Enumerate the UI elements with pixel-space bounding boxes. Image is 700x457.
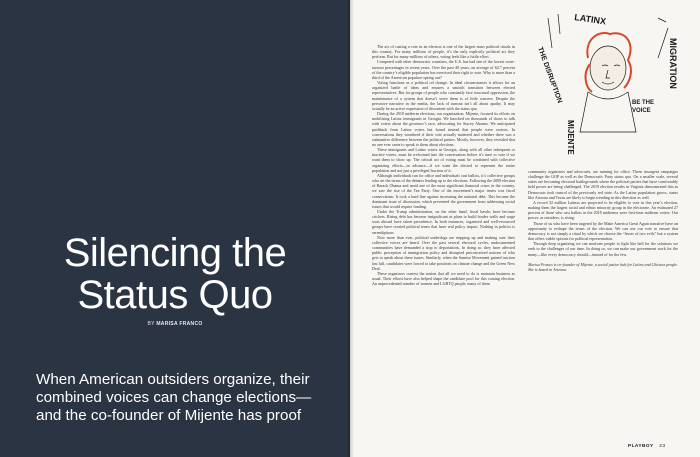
paragraph: Those of us who have been targeted by the Make America Great Again narrative have an opportunity to reshape the terms of the election. We can use our vote to ensure that democracy is not simply a ritual by which we choose the “lesser of two evils” but a system that offers viable options for political representation. <box>528 220 678 242</box>
article-dek: When American outsiders organize, their combined voices can change elections—and the co-founder of Mijente has proof <box>36 371 312 424</box>
paragraph: Now more than ever, political underdogs are stepping up and making sure their collective voices are heard. Over the past several electoral cycles, undocumented communities have demanded a stop to deportations. In doing so, they have affected public perception of immigration policy and disrupted preconceived notions of who gets to speak about these issues. Similarly, when the Sunrise Movement gained traction last fall, candidates were forced to take positions on climate change and the Green New Deal. <box>372 234 515 271</box>
paragraph: Through deep organizing we can motivate people to fight like hell for the solutions we seek to the challenges of our time. In doing so, we can make our government work for the many—like every democracy should—instead of for the few. <box>528 241 678 257</box>
author-bio: Marisa Franco is co-founder of Mijente, a social justice hub for Latinx and Chicanx people. She is based in Arizona. <box>528 261 678 272</box>
magazine-name: PLAYBOY <box>628 444 654 449</box>
paragraph: Compared with other democratic countries, the U.S. has had one of the lowest voter-turnout percentages in recent years. Over the past 40 years, an average of 62.7 percent of the country’s eligible population has exercised their right to vote. Why is more than a third of the American populace opting out? <box>372 59 515 80</box>
paragraph: Under the Trump administration, on the other hand, fiscal hawks have become crickets. Rising debt has become insignificant as plans to build border walls and wage wars abroad have taken precedence. In both instances, organized and well-resourced groups have created political terms that have real policy impact. Nothing in politics is serendipitous. <box>372 209 515 235</box>
body-column-1 <box>372 44 515 286</box>
illustration-word: MIJENTE <box>566 120 575 155</box>
paragraph: A record 32 million Latinxs are projected to be eligible to vote in this year’s election, making them the largest racial and ethnic minority group in the electorate. An estimated 27 percent of those who cast ballots in the 2018 midterms were first-time midterm voters. Our power, as outsiders, is rising. <box>528 199 678 221</box>
author-name: MARISA FRANCO <box>156 321 203 327</box>
illustration-word: LATINX <box>573 12 607 27</box>
paragraph: These immigrants and Latinx voters in Georgia, along with all other infrequent or inactive voters, must be welcomed into the conversation before it’s time to vote if we want them to show up. The critical act of voting must be combined with collective organizing efforts—in advance—if we want the elected to represent the entire population and not just a privileged fraction of it. <box>372 147 515 173</box>
page-gutter <box>348 0 354 457</box>
illustration-word: VOICE <box>632 108 651 114</box>
byline-prefix: BY <box>147 321 155 327</box>
illustration-word: THE DISRUPTION <box>536 46 563 105</box>
paragraph: Although individuals run for office and individuals cast ballots, it’s collective groups who set the terms of the debates leading up to the elections. Following the 2008 election of Barack Obama and amid one of the most significant financial crises in the country, we saw the rise of the Tea Party. One of the movement’s major tenets was fiscal conservatism. It took a hard line against increasing the national debt. This became the dominant issue of discussion, which prevented the government from addressing social issues that would require funding. <box>372 172 515 209</box>
page-number: 23 <box>659 444 666 449</box>
paragraph: During the 2018 midterm elections, our organization, Mijente, focused its efforts on mobilizing Latinx immigrants in Georgia. We knocked on thousands of doors to talk with voters about the governor’s race, advocating for Stacey Abrams. We anticipated pushback from Latinx voters but found instead that people were curious. In conversations they wondered if their vote actually mattered and whether there was a substantive difference between the political parties. Mostly, however, they revealed that no one ever came to speak to them about elections. <box>372 111 515 147</box>
paragraph: community organizers and advocates, are running for office. These insurgent campaigns challenge the GOP as well as the Democratic Party status quo. On a smaller scale, several states are becoming electoral battlegrounds where the political parties that have comfortably held power are being challenged. The 2019 election results in Virginia demonstrated this as Democrats took control of the previously red state. As the Latinx population grows, states like Arizona and Texas are likely to begin trending in this direction as well. <box>528 169 678 200</box>
headline-line-1: Silencing the <box>63 231 287 275</box>
byline <box>0 321 350 327</box>
illustration-word: BE THE <box>632 100 655 106</box>
page-footer <box>628 444 665 449</box>
body-column-2 <box>528 169 678 272</box>
illustration-word: MIGRATION <box>668 38 678 89</box>
article-headline <box>0 232 350 316</box>
author-portrait-illustration <box>528 8 692 158</box>
paragraph: The act of casting a vote in an election is one of the largest mass political rituals in this country. For many millions of people, it’s the only explicitly political act they perform. But for many millions of others, voting feels like a futile effort. <box>372 44 515 60</box>
paragraph: Voting functions as a political oil change. In ideal circumstances it allows for an organized battle of ideas and ensures a smooth transition between elected representatives. But for groups of people who constantly face structural oppression, the maintenance of a system that doesn’t serve them is of little concern. Despite the pervasive narrative in the media, the lack of turnout isn’t all about apathy. It may actually be an active expression of discontent with the status quo. <box>372 80 515 111</box>
headline-line-2: Status Quo <box>77 273 273 317</box>
paragraph: These organizers contest the notion that all we need to do is maintain business as usual. Their efforts have also helped shape the candidate pool for this coming election. An unprecedented number of women and LGBTQ people, many of them <box>372 270 515 287</box>
